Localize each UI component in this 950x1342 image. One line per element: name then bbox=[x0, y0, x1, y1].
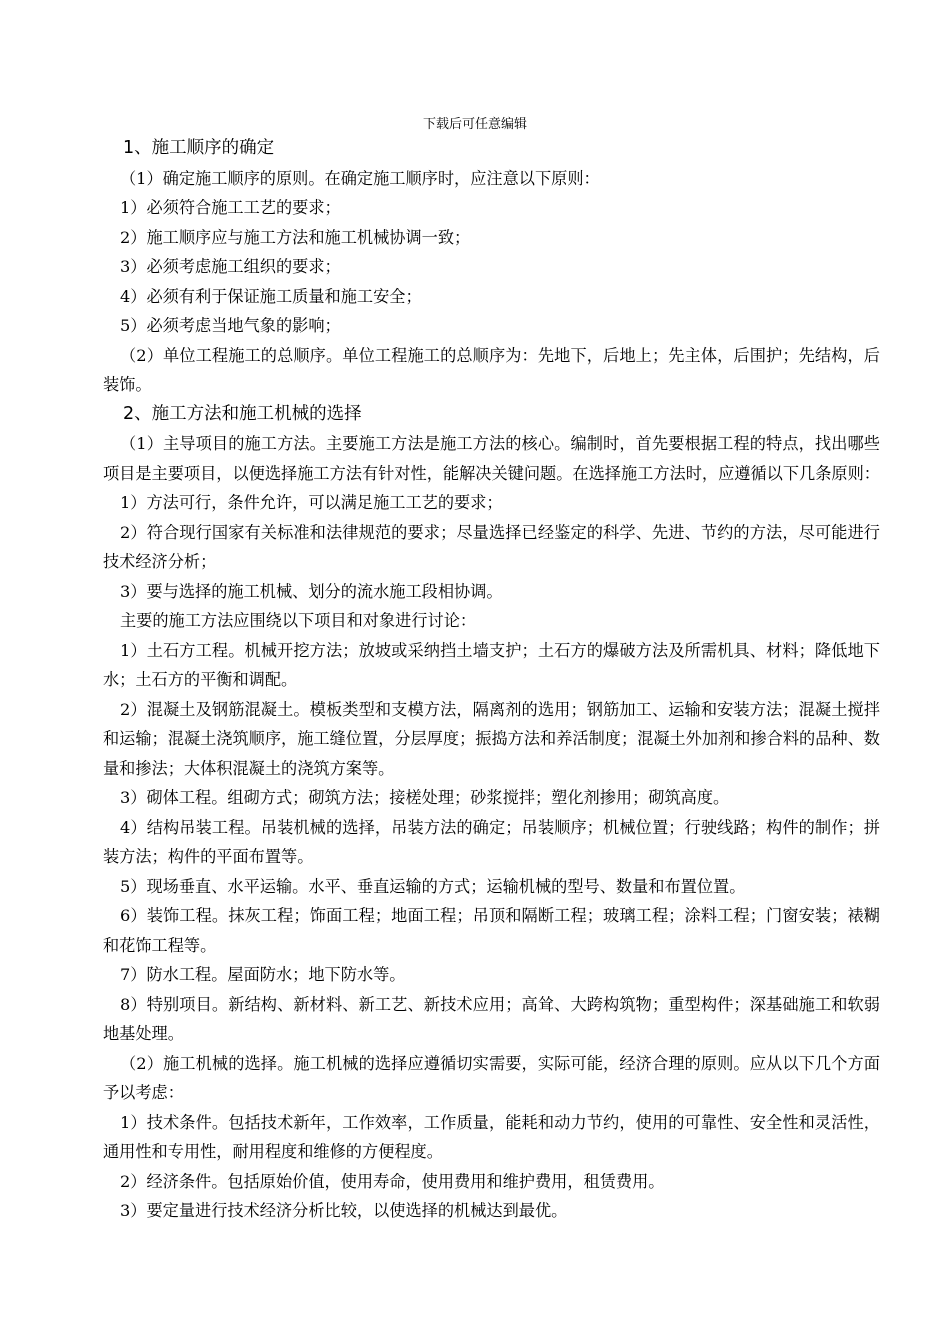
paragraph: 5）必须考虑当地气象的影响； bbox=[120, 316, 341, 335]
paragraph: 8）特别项目。新结构、新材料、新工艺、新技术应用；高耸、大跨构筑物；重型构件；深基础施工和软弱地基处理。 bbox=[103, 994, 880, 1043]
paragraph: 2）混凝土及钢筋混凝土。模板类型和支模方法，隔离剂的选用；钢筋加工、运输和安装方法；混凝土搅拌和运输；混凝土浇筑顺序，施工缝位置，分层厚度；振捣方法和养活制度；混凝土外加剂和掺合料的品种、数量和掺法；大体积混凝土的浇筑方案等。 bbox=[103, 699, 880, 778]
paragraph: 主要的施工方法应围绕以下项目和对象进行讨论： bbox=[120, 611, 477, 630]
paragraph: 4）必须有利于保证施工质量和施工安全； bbox=[120, 286, 422, 306]
paragraph: （2）施工机械的选择。施工机械的选择应遵循切实需要，实际可能，经济合理的原则。应从以下几个方面予以考虑： bbox=[103, 1053, 880, 1102]
paragraph: 3）要定量进行技术经济分析比较，以使选择的机械达到最优。 bbox=[120, 1201, 568, 1220]
paragraph: 3）砌体工程。组砌方式；砌筑方法；接槎处理；砂浆搅拌；塑化剂掺用；砌筑高度。 bbox=[120, 788, 730, 807]
paragraph: 2）符合现行国家有关标准和法律规范的要求；尽量选择已经鉴定的科学、先进、节约的方法，尽可能进行技术经济分析； bbox=[103, 522, 880, 571]
document-body bbox=[103, 134, 880, 1226]
paragraph: 1）土石方工程。机械开挖方法；放坡或采纳挡土墙支护；土石方的爆破方法及所需机具、材料；降低地下水；土石方的平衡和调配。 bbox=[103, 640, 880, 689]
page-header: 下载后可任意编辑 bbox=[422, 117, 527, 132]
paragraph: （1）确定施工顺序的原则。在确定施工顺序时，应注意以下原则： bbox=[120, 168, 600, 188]
paragraph: （2）单位工程施工的总顺序。单位工程施工的总顺序为：先地下，后地上；先主体，后围护；先结构，后装饰。 bbox=[103, 345, 880, 394]
paragraph: 7）防水工程。屋面防水；地下防水等。 bbox=[120, 965, 406, 984]
paragraph: 3）必须考虑施工组织的要求； bbox=[120, 257, 341, 276]
paragraph: 4）结构吊装工程。吊装机械的选择，吊装方法的确定；吊装顺序；机械位置；行驶线路；构件的制作；拼装方法；构件的平面布置等。 bbox=[103, 817, 880, 866]
paragraph: 5）现场垂直、水平运输。水平、垂直运输的方式；运输机械的型号、数量和布置位置。 bbox=[120, 876, 746, 896]
section-heading: 1、施工顺序的确定 bbox=[123, 138, 275, 158]
section-heading: 2、施工方法和施工机械的选择 bbox=[123, 403, 362, 424]
paragraph: 2）施工顺序应与施工方法和施工机械协调一致； bbox=[120, 227, 471, 247]
paragraph: 2）经济条件。包括原始价值，使用寿命，使用费用和维护费用，租赁费用。 bbox=[120, 1171, 665, 1191]
paragraph: 6）装饰工程。抹灰工程；饰面工程；地面工程；吊顶和隔断工程；玻璃工程；涂料工程；门窗安装；裱糊和花饰工程等。 bbox=[103, 906, 880, 955]
paragraph: （1）主导项目的施工方法。主要施工方法是施工方法的核心。编制时，首先要根据工程的特点，找出哪些项目是主要项目，以便选择施工方法有针对性，能解决关键问题。在选择施工方法时，应遵循以下几条原则： bbox=[103, 434, 880, 483]
paragraph: 3）要与选择的施工机械、划分的流水施工段相协调。 bbox=[120, 581, 503, 601]
paragraph: 1）方法可行，条件允许，可以满足施工工艺的要求； bbox=[120, 493, 503, 512]
paragraph: 1）技术条件。包括技术新年，工作效率，工作质量，能耗和动力节约，使用的可靠性、安全性和灵活性，通用性和专用性，耐用程度和维修的方便程度。 bbox=[103, 1112, 880, 1161]
paragraph: 1）必须符合施工工艺的要求； bbox=[120, 198, 341, 217]
